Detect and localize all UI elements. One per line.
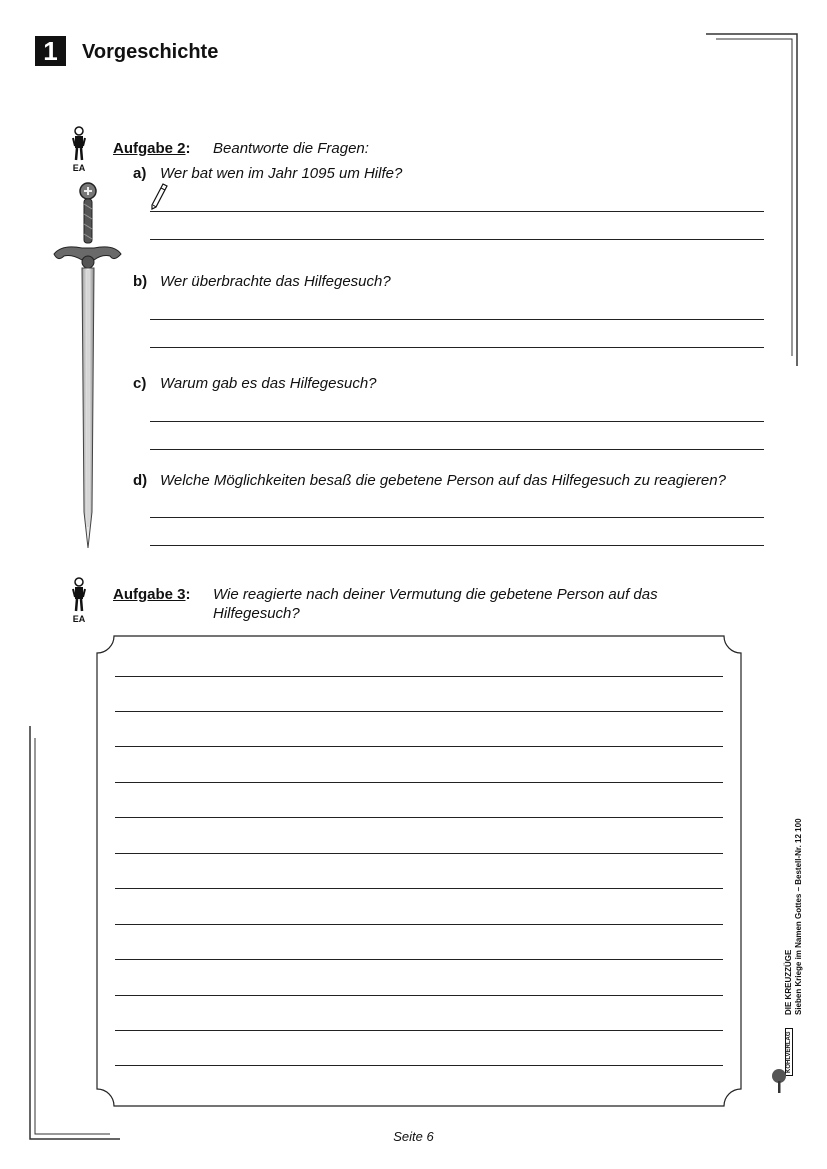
publisher-tree-logo — [771, 1067, 787, 1095]
answer-line[interactable] — [115, 817, 723, 818]
task-3-label: Aufgabe 3 — [113, 586, 186, 603]
answer-line[interactable] — [115, 1030, 723, 1031]
question-b-text: Wer überbrachte das Hilfegesuch? — [160, 273, 391, 290]
task-2-label: Aufgabe 2 — [113, 140, 186, 157]
question-a-text: Wer bat wen im Jahr 1095 um Hilfe? — [160, 165, 403, 182]
student-figure-icon — [70, 577, 88, 613]
sword-illustration — [52, 182, 122, 550]
answer-line[interactable] — [115, 1065, 723, 1066]
answer-line[interactable] — [150, 421, 764, 422]
page-number: Seite 6 — [393, 1129, 434, 1144]
task-2-instruction: Beantworte die Fragen: — [213, 140, 369, 157]
task-3-instruction-line1: Wie reagierte nach deiner Vermutung die gebetene Person auf das — [213, 586, 658, 603]
publisher-logo-text: KOHLVERLAG — [785, 1028, 793, 1076]
answer-line[interactable] — [150, 449, 764, 450]
task-3-instruction-line2: Hilfegesuch? — [213, 605, 300, 622]
answer-line[interactable] — [115, 959, 723, 960]
series-info — [784, 818, 804, 1015]
task-3-heading — [113, 586, 191, 604]
question-a-letter: a) — [133, 165, 147, 182]
student-figure-icon — [70, 126, 88, 162]
answer-line[interactable] — [115, 888, 723, 889]
question-c-letter: c) — [133, 375, 147, 392]
answer-line[interactable] — [150, 347, 764, 348]
answer-line[interactable] — [115, 853, 723, 854]
answer-line[interactable] — [115, 711, 723, 712]
work-mode-label: EA — [72, 614, 86, 624]
task-2-colon: : — [185, 140, 191, 157]
answer-line[interactable] — [150, 239, 764, 240]
answer-line[interactable] — [115, 676, 723, 677]
chapter-number-badge: 1 — [35, 36, 66, 66]
answer-line[interactable] — [115, 746, 723, 747]
question-d-letter: d) — [133, 472, 148, 489]
series-subtitle: Sieben Kriege im Namen Gottes – Bestell-Nr. 12 100 — [794, 818, 803, 1015]
series-title: DIE KREUZZÜGE — [784, 949, 793, 1015]
answer-frame — [96, 635, 742, 1107]
answer-line[interactable] — [150, 211, 764, 212]
answer-line[interactable] — [115, 782, 723, 783]
task-2-heading — [113, 140, 191, 158]
answer-line[interactable] — [115, 995, 723, 996]
question-b-letter: b) — [133, 273, 148, 290]
question-d-text: Welche Möglichkeiten besaß die gebetene Person auf das Hilfegesuch zu reagieren? — [160, 472, 726, 489]
chapter-title: Vorgeschichte — [82, 41, 219, 63]
work-mode-label: EA — [72, 163, 86, 173]
answer-line[interactable] — [150, 517, 764, 518]
answer-line[interactable] — [115, 924, 723, 925]
pencil-icon — [150, 183, 168, 211]
question-c-text: Warum gab es das Hilfegesuch? — [160, 375, 377, 392]
answer-line[interactable] — [150, 319, 764, 320]
task-3-colon: : — [185, 586, 191, 603]
answer-line[interactable] — [150, 545, 764, 546]
